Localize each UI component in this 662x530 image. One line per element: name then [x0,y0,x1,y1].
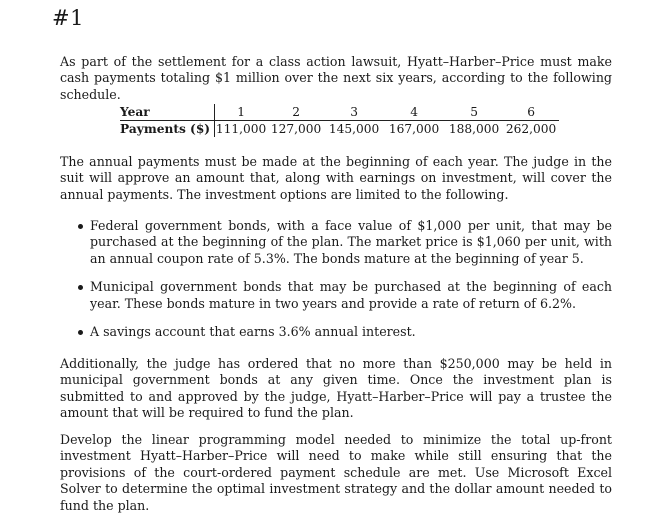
payment-cell: 111,000 [215,122,267,136]
payment-cell: 167,000 [388,122,440,136]
annual-payments-paragraph: The annual payments must be made at the beginning of each year. The judge in the suit will approve an amount that, along with earnings on investment, will cover the annual payments. The investment options are limited to the following. [60,154,612,202]
year-cell: 5 [445,104,503,121]
option-text: Federal government bonds, with a face value of $1,000 per unit, that may be purchased at the beginning of the plan. The market price is $1,060 per unit, with an annual coupon rate of 5.3%. The bonds mature at the beginning of year 5. [90,218,612,266]
year-cell: 3 [325,104,383,121]
year-cell: 6 [503,104,559,121]
problem-number: #1 [52,6,84,30]
year-cell: 1 [215,104,268,121]
investment-options-list [76,218,612,340]
table-row-payments [120,121,559,138]
payment-schedule-table [120,104,559,137]
bullet-icon [78,224,83,229]
payment-cell: 145,000 [328,122,380,136]
task-paragraph: Develop the linear programming model needed to minimize the total up-front investment Hyatt–Harber–Price will need to make while still ensuring that the provisions of the court-ordered payment schedule are met. Use Microsoft Excel Solver to determine the optimal investment strategy and the dollar amount needed to fund the plan. [60,432,612,513]
option-text: A savings account that earns 3.6% annual interest. [90,324,416,340]
list-item-federal-bonds [76,218,612,267]
payment-cell: 262,000 [505,122,557,136]
additional-constraint-paragraph: Additionally, the judge has ordered that no more than $250,000 may be held in municipal government bonds at any given time. Once the investment plan is submitted to and approved by the judge, Hyatt–Harber–Price will pay a trustee the amount that will be required to fund the plan. [60,356,612,421]
intro-paragraph: As part of the settlement for a class action lawsuit, Hyatt–Harber–Price must make cash payments totaling $1 million over the next six years, according to the following schedule. [60,54,612,102]
bullet-icon [78,330,83,335]
year-header: Year [120,104,215,121]
table-row-year [120,104,559,121]
payment-cell: 188,000 [448,122,500,136]
year-cell: 2 [267,104,325,121]
payment-cell: 127,000 [270,122,322,136]
option-text: Municipal government bonds that may be purchased at the beginning of each year. These bonds mature in two years and provide a rate of return of 6.2%. [90,279,612,311]
payments-header: Payments ($) [120,121,215,138]
bullet-icon [78,285,83,290]
list-item-municipal-bonds [76,279,612,312]
list-item-savings-account [76,324,612,340]
year-cell: 4 [383,104,445,121]
